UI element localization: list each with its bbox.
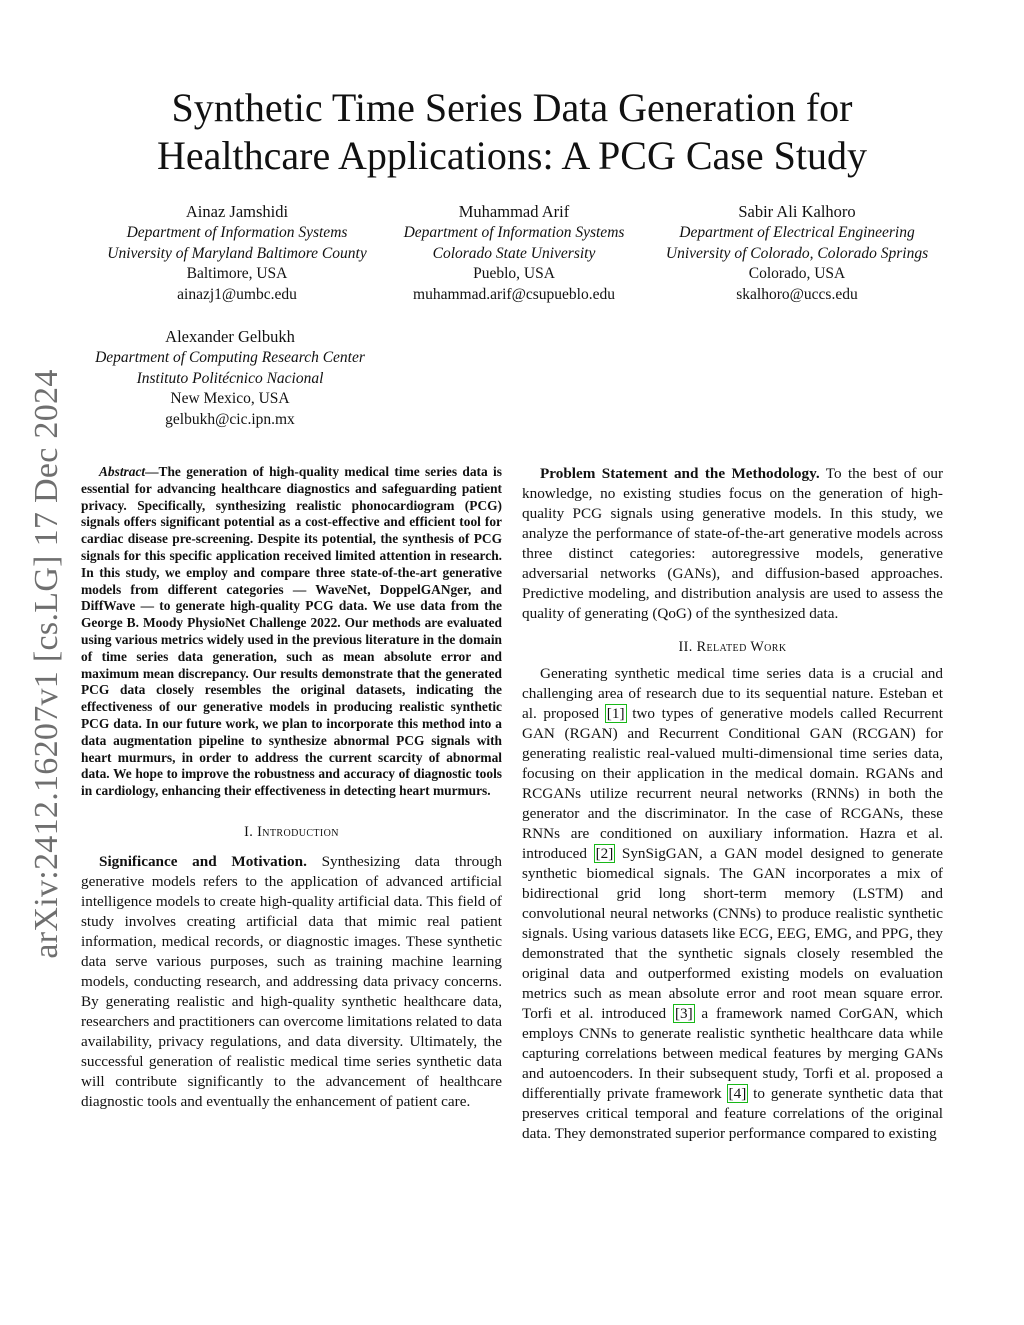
author-location: Baltimore, USA (186, 265, 288, 282)
section-heading-introduction (81, 822, 502, 842)
author-email: ainazj1@umbc.edu (177, 285, 297, 303)
author-name: Alexander Gelbukh (165, 327, 295, 346)
author-block (70, 326, 390, 430)
text-segment: Generating synthetic medical time series data is a crucial and challenging area of research due to its sequential nature. Esteban et al. proposed (522, 665, 943, 722)
author-block (77, 201, 397, 305)
title-line-2: Healthcare Applications: A PCG Case Study (157, 133, 867, 178)
author-institution: University of Maryland Baltimore County (107, 244, 367, 262)
text-segment: SynSigGAN, a GAN model designed to generate synthetic biomedical signals. The GAN incorporates a mix of bidirectional grid long short-term memory (LSTM) and convolutional neural networks (CNNs) to produce realistic synthetic signals. Using various datasets like ECG, EEG, EMG, and PPG, they demonstrated that the synthetic signals closely resembled the original data and outperformed existing models on evaluation metrics such as mean absolute error and root mean square error. Torfi et al. introduced (522, 845, 943, 1022)
runin-heading: Problem Statement and the Methodology. (540, 465, 820, 482)
author-email: gelbukh@cic.ipn.mx (165, 410, 295, 428)
citation-link[interactable]: [4] (728, 1085, 747, 1102)
left-column (81, 464, 502, 1112)
author-location: Colorado, USA (748, 265, 846, 282)
citation-link[interactable]: [2] (595, 845, 614, 862)
author-department: Department of Electrical Engineering (679, 224, 915, 241)
author-location: Pueblo, USA (473, 265, 555, 282)
paragraph-significance (81, 852, 502, 1112)
author-department: Department of Information Systems (403, 224, 625, 241)
author-institution: Colorado State University (432, 244, 596, 262)
section-number: I. (244, 823, 254, 840)
runin-heading: Significance and Motivation. (99, 852, 307, 870)
author-institution: Instituto Politécnico Nacional (136, 369, 324, 387)
abstract-label: Abstract (99, 464, 146, 479)
abstract-text: —The generation of high-quality medical time series data is essential for advancing healthcare diagnostics and safeguarding patient privacy. Specifically, synthesizing realistic phonocardiogram (PCG) signals offers significant potential as a cost-effective and efficient tool for cardiac disease pre-screening. Despite its potential, the synthesis of PCG signals for this specific application received limited attention in research. In this study, we employ and compare three state-of-the-art generative models from different categories — WaveNet, DoppelGANger, and DiffWave — to generate high-quality PCG data. We use data from the George B. Moody PhysioNet Challenge 2022. Our methods are evaluated using various metrics widely used in the previous literature in the domain of time series data generation, such as mean absolute error and maximum mean discrepancy. Our results demonstrate that the generated PCG data closely resembles the original datasets, indicating the effectiveness of our generative models in producing realistic synthetic PCG data. In our future work, we plan to incorporate this method into a data augmentation pipeline to synthesize abnormal PCG signals with heart murmurs, in order to address the current scarcity of abnormal data. We hope to improve the robustness and accuracy of diagnostic tools in cardiology, enhancing their effectiveness in detecting heart murmurs. (81, 464, 502, 799)
citation-link[interactable]: [3] (674, 1005, 693, 1022)
author-name: Ainaz Jamshidi (185, 202, 289, 221)
author-block (354, 201, 674, 305)
citation-link[interactable]: [1] (606, 705, 625, 722)
author-department: Department of Information Systems (126, 224, 348, 241)
author-name: Muhammad Arif (458, 202, 570, 221)
title-line-1: Synthetic Time Series Data Generation for (171, 85, 853, 130)
paragraph-related-work (522, 664, 943, 1144)
paragraph-text: Synthesizing data through generative models refers to the application of advanced artificial intelligence models to create high-quality artificial data. This field of study involves creating artificial data that mimic real patient information, medical records, or diagnostic images. These synthetic data serve various purposes, such as training machine learning models, conducting research, and addressing data privacy concerns. By generating realistic and high-quality synthetic healthcare data, researchers and practitioners can overcome limitations related to data availability, privacy regulations, and data diversity. Ultimately, the successful generation of realistic medical time series synthetic data will contribute significantly to the advancement of healthcare diagnostic tools and eventually the enhancement of patient care. (81, 852, 502, 1110)
text-segment: two types of generative models called Recurrent GAN (RGAN) and Recurrent Conditional GAN (RCGAN) for generating realistic real-valued multi-dimensional time series data, focusing on their application in the medical domain. RGANs and RCGANs utilize recurrent neural networks (RNNs) in both the generator and the discriminator. In the case of RCGANs, these RNNs are conditioned on auxiliary information. Hazra et al. introduced (522, 705, 943, 862)
author-department: Department of Computing Research Center (95, 349, 365, 366)
paper-title (100, 84, 924, 180)
abstract (81, 464, 502, 800)
arxiv-identifier: arXiv:2412.16207v1 [cs.LG] 17 Dec 2024 (28, 369, 65, 959)
text-segment: to generate synthetic data that preserves critical temporal and feature correlations of the original data. They demonstrated superior performance compared to existing (522, 1085, 943, 1142)
author-institution: University of Colorado, Colorado Springs (665, 244, 929, 262)
right-column (522, 464, 943, 1144)
author-location: New Mexico, USA (170, 390, 290, 407)
text-segment: a framework named CorGAN, which employs CNNs to generate realistic synthetic healthcare data while capturing correlations between medical features by merging GANs and autoencoders. In their subsequent study, Torfi et al. proposed a differentially private framework (522, 1005, 943, 1102)
paragraph-text: To the best of our knowledge, no existing studies focus on the generation of high-quality PCG signals using generative models. In this study, we analyze the performance of state-of-the-art generative models across three distinct categories: autoregressive models, generative adversarial networks (GANs), and diffusion-based approaches. Predictive modeling, and distribution analysis are used to assess the quality of generating (QoG) of the synthesized data. (522, 465, 944, 622)
author-email: skalhoro@uccs.edu (736, 285, 858, 303)
author-name: Sabir Ali Kalhoro (738, 202, 856, 221)
section-title: Related Work (696, 639, 787, 655)
author-email: muhammad.arif@csupueblo.edu (413, 285, 615, 303)
section-number: II. (678, 639, 693, 655)
author-block (637, 201, 957, 305)
section-heading-related-work (522, 637, 943, 657)
section-title: Introduction (257, 823, 339, 840)
paragraph-problem-statement (522, 464, 943, 624)
